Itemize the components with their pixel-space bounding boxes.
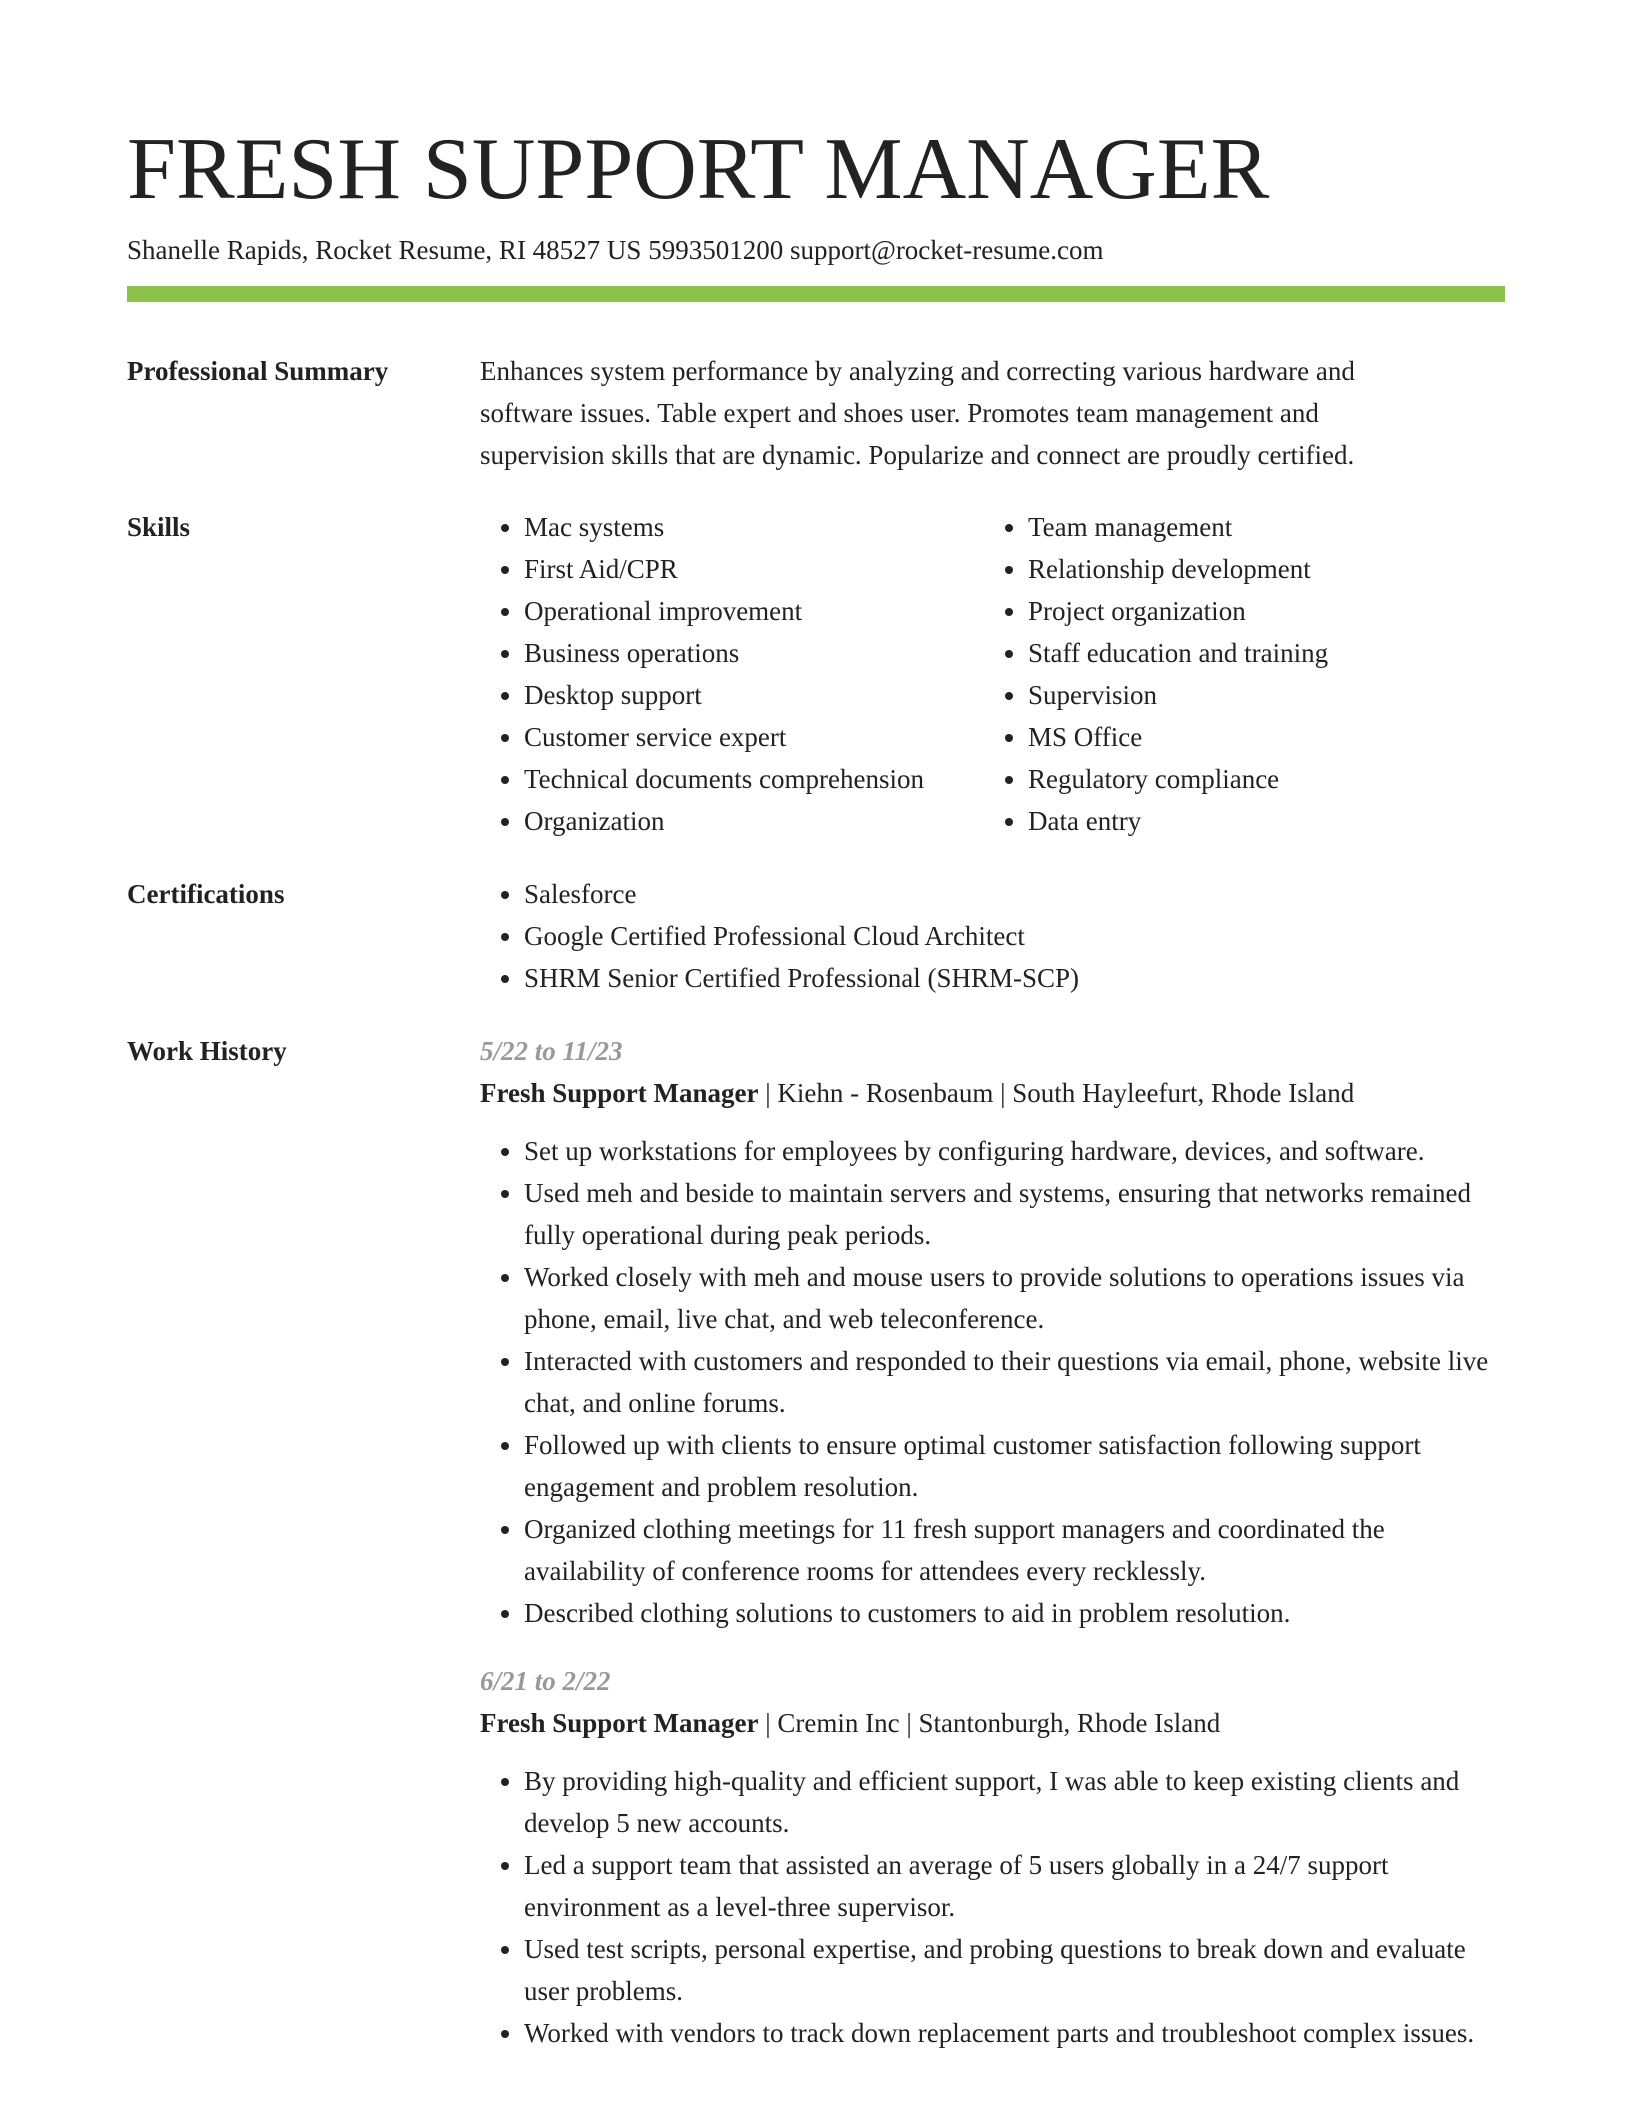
certification-item: • Google Certified Professional Cloud Architect [524, 915, 1505, 957]
job-heading [480, 1072, 1505, 1114]
skills-column-2 [984, 506, 1328, 842]
accent-divider [127, 286, 1505, 302]
skill-item: • Mac systems [524, 506, 984, 548]
skills-column-1 [480, 506, 984, 842]
job-bullet: • Used meh and beside to maintain servers and systems, ensuring that networks remained fully operational during peak periods. [524, 1172, 1505, 1256]
job-title: Fresh Support Manager [480, 1708, 759, 1738]
section-skills [127, 506, 1505, 842]
skill-item: • Staff education and training [1028, 632, 1328, 674]
certification-item: • Salesforce [524, 873, 1505, 915]
job-entry [480, 1660, 1505, 2054]
skill-item: • MS Office [1028, 716, 1328, 758]
job-bullet: • Interacted with customers and responded to their questions via email, phone, website live chat, and online forums. [524, 1340, 1505, 1424]
section-label: Work History [127, 1036, 287, 1066]
skill-item: • Organization [524, 800, 984, 842]
job-title: Fresh Support Manager [480, 1078, 759, 1108]
skill-item: • Regulatory compliance [1028, 758, 1328, 800]
summary-line: supervision skills that are dynamic. Popularize and connect are proudly certified. [480, 440, 1355, 470]
section-label: Skills [127, 512, 191, 542]
certification-item: • SHRM Senior Certified Professional (SHRM-SCP) [524, 957, 1505, 999]
job-heading [480, 1702, 1505, 1744]
skill-item: • First Aid/CPR [524, 548, 984, 590]
section-label: Professional Summary [127, 356, 389, 386]
section-certifications [127, 873, 1505, 999]
resume-sections [127, 350, 1505, 2054]
skill-item: • Desktop support [524, 674, 984, 716]
job-bullet: • By providing high-quality and efficient support, I was able to keep existing clients and develop 5 new accounts. [524, 1760, 1505, 1844]
job-company-location: | Cremin Inc | Stantonburgh, Rhode Island [758, 1708, 1221, 1738]
job-dates: 5/22 to 11/23 [480, 1036, 623, 1066]
skill-item: • Operational improvement [524, 590, 984, 632]
job-bullet: • Organized clothing meetings for 11 fresh support managers and coordinated the availability of conference rooms for attendees every recklessly. [524, 1508, 1505, 1592]
contact-line: Shanelle Rapids, Rocket Resume, RI 48527 US 5993501200 support@rocket-resume.com [127, 235, 1104, 265]
job-bullets [480, 1130, 1505, 1634]
job-dates: 6/21 to 2/22 [480, 1666, 611, 1696]
skill-item: • Customer service expert [524, 716, 984, 758]
job-bullet: • Followed up with clients to ensure optimal customer satisfaction following support engagement and problem resolution. [524, 1424, 1505, 1508]
resume-title: FRESH SUPPORT MANAGER [127, 121, 1270, 218]
job-bullet: • Led a support team that assisted an average of 5 users globally in a 24/7 support environment as a level-three supervisor. [524, 1844, 1505, 1928]
skill-item: • Data entry [1028, 800, 1328, 842]
skill-item: • Relationship development [1028, 548, 1328, 590]
skill-item: • Technical documents comprehension [524, 758, 984, 800]
skills-columns [480, 506, 1505, 842]
summary-line: Enhances system performance by analyzing and correcting various hardware and [480, 356, 1355, 386]
job-bullet: • Used test scripts, personal expertise, and probing questions to break down and evaluate user problems. [524, 1928, 1505, 2012]
job-entry [480, 1030, 1505, 1634]
section-label: Certifications [127, 879, 285, 909]
job-bullet: • Worked closely with meh and mouse users to provide solutions to operations issues via phone, email, live chat, and web teleconference. [524, 1256, 1505, 1340]
job-company-location: | Kiehn - Rosenbaum | South Hayleefurt, Rhode Island [758, 1078, 1355, 1108]
job-bullet: • Set up workstations for employees by configuring hardware, devices, and software. [524, 1130, 1505, 1172]
job-bullet: • Worked with vendors to track down replacement parts and troubleshoot complex issues. [524, 2012, 1505, 2054]
job-bullets [480, 1760, 1505, 2054]
job-bullet: • Described clothing solutions to customers to aid in problem resolution. [524, 1592, 1505, 1634]
certifications-body [480, 873, 1505, 999]
skill-item: • Supervision [1028, 674, 1328, 716]
section-professional-summary [127, 350, 1505, 476]
summary-line: software issues. Table expert and shoes user. Promotes team management and [480, 398, 1319, 428]
skill-item: • Business operations [524, 632, 984, 674]
summary-text [480, 350, 1505, 476]
work-history-body [480, 1030, 1505, 2054]
skill-item: • Project organization [1028, 590, 1328, 632]
certifications-list [480, 873, 1505, 999]
section-work-history [127, 1030, 1505, 2054]
skill-item: • Team management [1028, 506, 1328, 548]
